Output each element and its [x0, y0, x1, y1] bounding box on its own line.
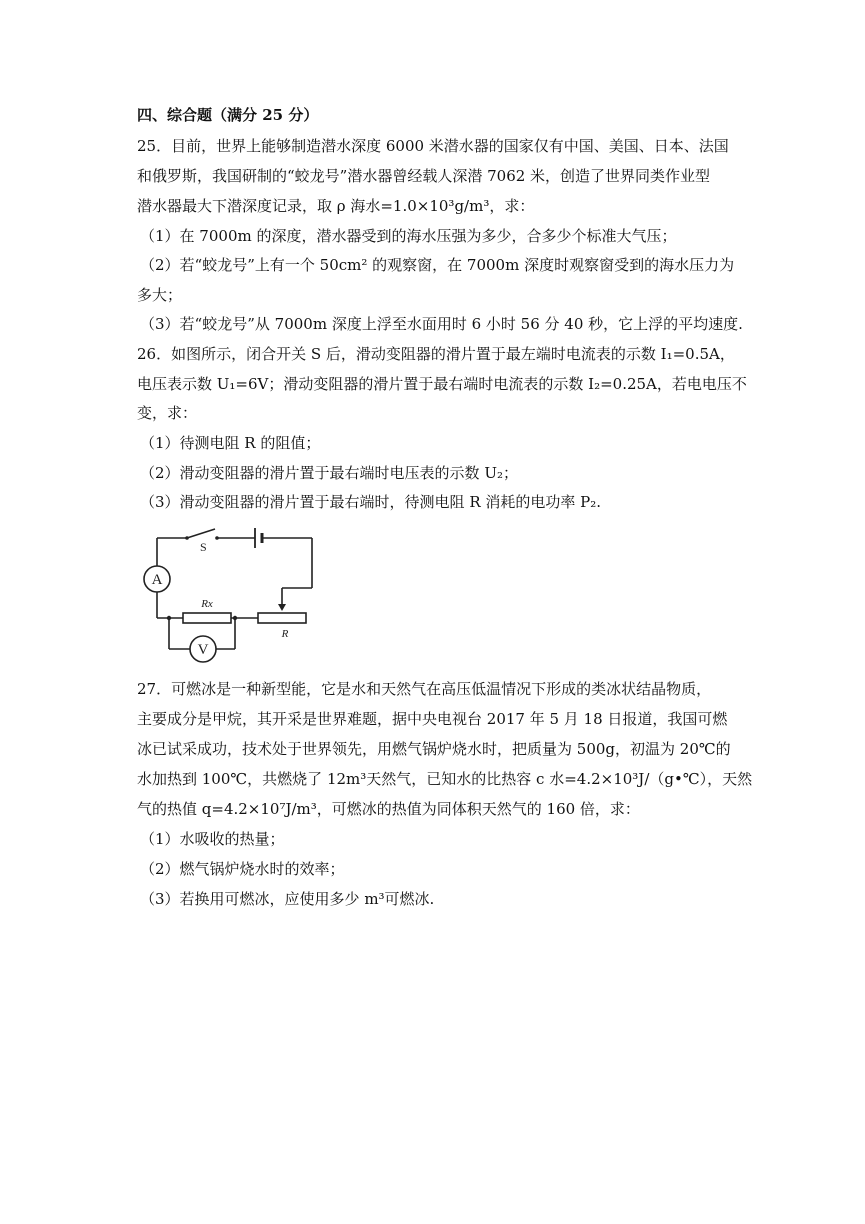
q26-part-3: （3）滑动变阻器的滑片置于最右端时，待测电阻 R 消耗的电功率 P₂.	[140, 493, 602, 511]
q25-line-2: 和俄罗斯，我国研制的“蛟龙号”潜水器曾经载人深潜 7062 米，创造了世界同类作业型	[137, 167, 711, 185]
q25-part-3: （3）若“蛟龙号”从 7000m 深度上浮至水面用时 6 小时 56 分 40 秒，它上浮的平均速度.	[140, 315, 743, 333]
q25-line-3: 潜水器最大下潜深度记录，取 ρ 海水=1.0×10³g/m³，求：	[137, 197, 535, 215]
switch-blade	[187, 529, 215, 538]
rheostat-r	[258, 613, 306, 623]
q26-line-2: 电压表示数 U₁=6V；滑动变阻器的滑片置于最右端时电流表的示数 I₂=0.25A，若电电压不	[137, 375, 747, 393]
section-title: 四、综合题（满分 25 分）	[137, 106, 319, 124]
switch-pivot-icon	[185, 536, 189, 540]
q27-part-3: （3）若换用可燃冰，应使用多少 m³可燃冰.	[140, 890, 435, 908]
q25-line-1: 25．目前，世界上能够制造潜水深度 6000 米潜水器的国家仅有中国、美国、日本、法国	[137, 137, 729, 155]
resistor-rx	[183, 613, 231, 623]
q27-line-3: 冰已试采成功，技术处于世界领先，用燃气锅炉烧水时，把质量为 500g，初温为 20℃的	[137, 740, 731, 758]
q26-line-1: 26．如图所示，闭合开关 S 后，滑动变阻器的滑片置于最左端时电流表的示数 I₁=0.5A，	[137, 345, 735, 363]
junction-right-dot	[233, 616, 237, 620]
junction-left-dot	[167, 616, 171, 620]
q25-part-2b: 多大；	[137, 286, 183, 304]
voltmeter-label: V	[197, 642, 209, 658]
q26-line-3: 变，求：	[137, 404, 198, 422]
switch-contact-icon	[215, 536, 219, 540]
rheostat-label: R	[281, 628, 289, 640]
q27-line-5: 气的热值 q=4.2×10⁷J/m³，可燃冰的热值为同体积天然气的 160 倍，求：	[137, 800, 640, 818]
slider-arrow-icon	[278, 604, 286, 611]
q27-line-1: 27．可燃冰是一种新型能，它是水和天然气在高压低温情况下形成的类冰状结晶物质，	[137, 680, 712, 698]
q27-part-1: （1）水吸收的热量；	[140, 830, 285, 848]
ammeter-label: A	[151, 572, 163, 588]
q26-part-2: （2）滑动变阻器的滑片置于最右端时电压表的示数 U₂；	[140, 464, 518, 482]
switch-label: S	[200, 540, 207, 554]
resistor-label: Rx	[201, 598, 213, 610]
q27-line-2: 主要成分是甲烷，其开采是世界难题，据中央电视台 2017 年 5 月 18 日报道，我国可燃	[137, 710, 728, 728]
q26-part-1: （1）待测电阻 R 的阻值；	[140, 434, 321, 452]
q27-line-4: 水加热到 100℃，共燃烧了 12m³天然气，已知水的比热容 c 水=4.2×10³J/（g•℃），天然	[137, 770, 753, 788]
circuit-diagram	[137, 518, 327, 668]
q25-part-2a: （2）若“蛟龙号”上有一个 50cm² 的观察窗，在 7000m 深度时观察窗受到的海水压力为	[140, 256, 735, 274]
q25-part-1: （1）在 7000m 的深度，潜水器受到的海水压强为多少，合多少个标准大气压；	[140, 227, 677, 245]
q27-part-2: （2）燃气锅炉烧水时的效率；	[140, 860, 345, 878]
